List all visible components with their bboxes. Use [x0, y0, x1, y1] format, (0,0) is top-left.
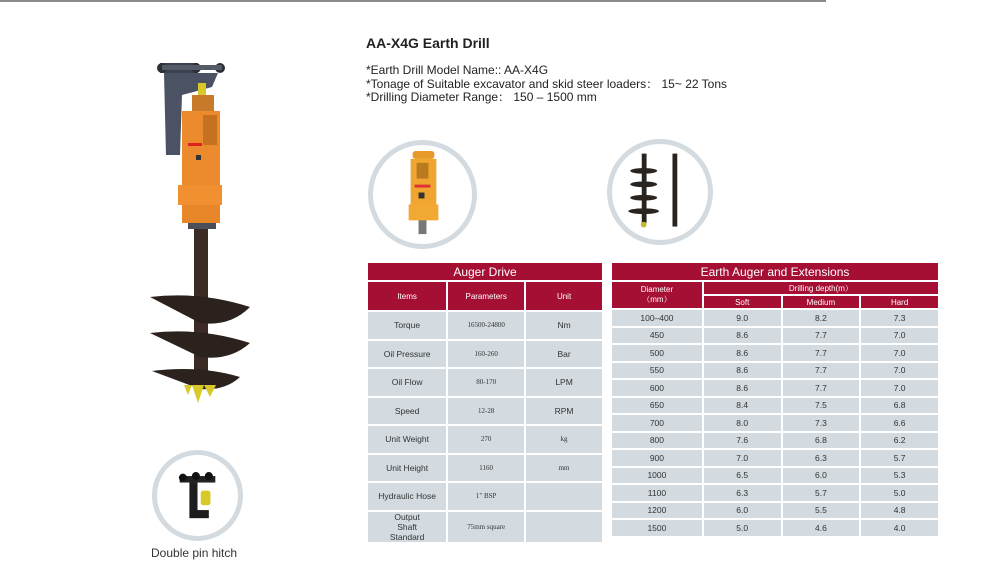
page-title: AA-X4G Earth Drill — [366, 35, 490, 51]
table-row — [611, 327, 939, 345]
soft-cell: 9.0 — [703, 309, 782, 327]
medium-cell: 6.3 — [782, 449, 861, 467]
hard-cell: 6.8 — [860, 397, 939, 415]
diameter-cell: 900 — [611, 449, 703, 467]
item-cell: Oil Pressure — [367, 340, 447, 369]
unit-cell: LPM — [525, 368, 603, 397]
unit-cell — [525, 511, 603, 543]
earth-drill-machine-image — [140, 55, 280, 415]
diameter-unit: （mm） — [642, 295, 672, 304]
table-row — [611, 362, 939, 380]
drive-unit-image — [368, 140, 477, 249]
auger-drive-title: Auger Drive — [367, 262, 603, 281]
unit-cell: Nm — [525, 311, 603, 340]
diameter-cell: 1200 — [611, 502, 703, 520]
medium-cell: 7.5 — [782, 397, 861, 415]
double-pin-hitch-image — [152, 450, 243, 541]
param-cell: 12-28 — [447, 397, 525, 426]
auger-extensions-image — [607, 139, 713, 245]
column-header-medium: Medium — [782, 295, 861, 309]
table-row — [367, 425, 603, 454]
unit-cell: mm — [525, 454, 603, 483]
item-cell: Unit Weight — [367, 425, 447, 454]
table-row — [611, 344, 939, 362]
param-cell: 16500-24800 — [447, 311, 525, 340]
hard-cell: 7.0 — [860, 344, 939, 362]
column-header-drilling-depth: Drilling depth(m） — [703, 281, 939, 295]
earth-auger-table — [610, 261, 940, 538]
column-header-diameter — [611, 281, 703, 309]
param-cell: 160-260 — [447, 340, 525, 369]
medium-cell: 8.2 — [782, 309, 861, 327]
diameter-cell: 1000 — [611, 467, 703, 485]
earth-auger-title: Earth Auger and Extensions — [611, 262, 939, 281]
table-row — [367, 340, 603, 369]
soft-cell: 6.3 — [703, 484, 782, 502]
param-cell: 1160 — [447, 454, 525, 483]
hard-cell: 7.3 — [860, 309, 939, 327]
medium-cell: 7.7 — [782, 379, 861, 397]
diameter-cell: 450 — [611, 327, 703, 345]
column-header-unit: Unit — [525, 281, 603, 311]
hard-cell: 7.0 — [860, 379, 939, 397]
table-row — [611, 502, 939, 520]
table-row — [367, 311, 603, 340]
column-header-hard: Hard — [860, 295, 939, 309]
column-header-soft: Soft — [703, 295, 782, 309]
table-row — [611, 397, 939, 415]
drive-unit-icon — [373, 145, 472, 244]
diameter-label: Diameter — [640, 285, 674, 294]
table-row — [611, 467, 939, 485]
soft-cell: 7.6 — [703, 432, 782, 450]
hard-cell: 5.0 — [860, 484, 939, 502]
diameter-cell: 650 — [611, 397, 703, 415]
table-row — [367, 368, 603, 397]
diameter-cell: 500 — [611, 344, 703, 362]
diameter-cell: 100–400 — [611, 309, 703, 327]
soft-cell: 8.0 — [703, 414, 782, 432]
table-row — [611, 432, 939, 450]
param-cell: 75mm square — [447, 511, 525, 543]
medium-cell: 7.3 — [782, 414, 861, 432]
hard-cell: 7.0 — [860, 362, 939, 380]
auger-drive-table — [366, 261, 604, 544]
column-header-items: Items — [367, 281, 447, 311]
hard-cell: 6.2 — [860, 432, 939, 450]
param-cell: 80-170 — [447, 368, 525, 397]
unit-cell: RPM — [525, 397, 603, 426]
soft-cell: 6.0 — [703, 502, 782, 520]
auger-icon — [612, 144, 708, 240]
table-row — [611, 449, 939, 467]
hard-cell: 4.0 — [860, 519, 939, 537]
spec-list — [366, 64, 727, 105]
table-row — [611, 484, 939, 502]
table-row — [367, 482, 603, 511]
table-row — [367, 454, 603, 483]
item-cell: Output Shaft Standard — [367, 511, 447, 543]
table-row — [611, 379, 939, 397]
table-row — [367, 511, 603, 543]
spec-diameter-range: *Drilling Diameter Range： 150 – 1500 mm — [366, 90, 597, 104]
param-cell: 1" BSP — [447, 482, 525, 511]
hitch-caption: Double pin hitch — [151, 546, 238, 560]
diameter-cell: 700 — [611, 414, 703, 432]
unit-cell: Bar — [525, 340, 603, 369]
item-cell: Hydraulic Hose — [367, 482, 447, 511]
soft-cell: 5.0 — [703, 519, 782, 537]
medium-cell: 7.7 — [782, 344, 861, 362]
param-cell: 270 — [447, 425, 525, 454]
soft-cell: 8.6 — [703, 344, 782, 362]
soft-cell: 6.5 — [703, 467, 782, 485]
hard-cell: 4.8 — [860, 502, 939, 520]
diameter-cell: 600 — [611, 379, 703, 397]
item-cell: Oil Flow — [367, 368, 447, 397]
spec-tonnage: *Tonage of Suitable excavator and skid steer loaders： 15~ 22 Tons — [366, 76, 728, 91]
medium-cell: 5.7 — [782, 484, 861, 502]
soft-cell: 8.6 — [703, 362, 782, 380]
item-cell: Torque — [367, 311, 447, 340]
table-row — [611, 309, 939, 327]
soft-cell: 8.6 — [703, 379, 782, 397]
hard-cell: 5.3 — [860, 467, 939, 485]
medium-cell: 7.7 — [782, 327, 861, 345]
soft-cell: 8.6 — [703, 327, 782, 345]
item-cell: Unit Height — [367, 454, 447, 483]
table-row — [367, 397, 603, 426]
soft-cell: 7.0 — [703, 449, 782, 467]
table-row — [611, 519, 939, 537]
diameter-cell: 800 — [611, 432, 703, 450]
medium-cell: 6.8 — [782, 432, 861, 450]
unit-cell: kg — [525, 425, 603, 454]
hitch-icon — [157, 455, 238, 536]
spec-model-name: *Earth Drill Model Name:: AA-X4G — [366, 63, 549, 77]
medium-cell: 6.0 — [782, 467, 861, 485]
soft-cell: 8.4 — [703, 397, 782, 415]
diameter-cell: 1500 — [611, 519, 703, 537]
medium-cell: 5.5 — [782, 502, 861, 520]
diameter-cell: 550 — [611, 362, 703, 380]
diameter-cell: 1100 — [611, 484, 703, 502]
medium-cell: 7.7 — [782, 362, 861, 380]
hard-cell: 5.7 — [860, 449, 939, 467]
hard-cell: 6.6 — [860, 414, 939, 432]
medium-cell: 4.6 — [782, 519, 861, 537]
hard-cell: 7.0 — [860, 327, 939, 345]
unit-cell — [525, 482, 603, 511]
top-divider — [0, 0, 826, 2]
table-row — [611, 414, 939, 432]
item-cell: Speed — [367, 397, 447, 426]
column-header-parameters: Parameters — [447, 281, 525, 311]
